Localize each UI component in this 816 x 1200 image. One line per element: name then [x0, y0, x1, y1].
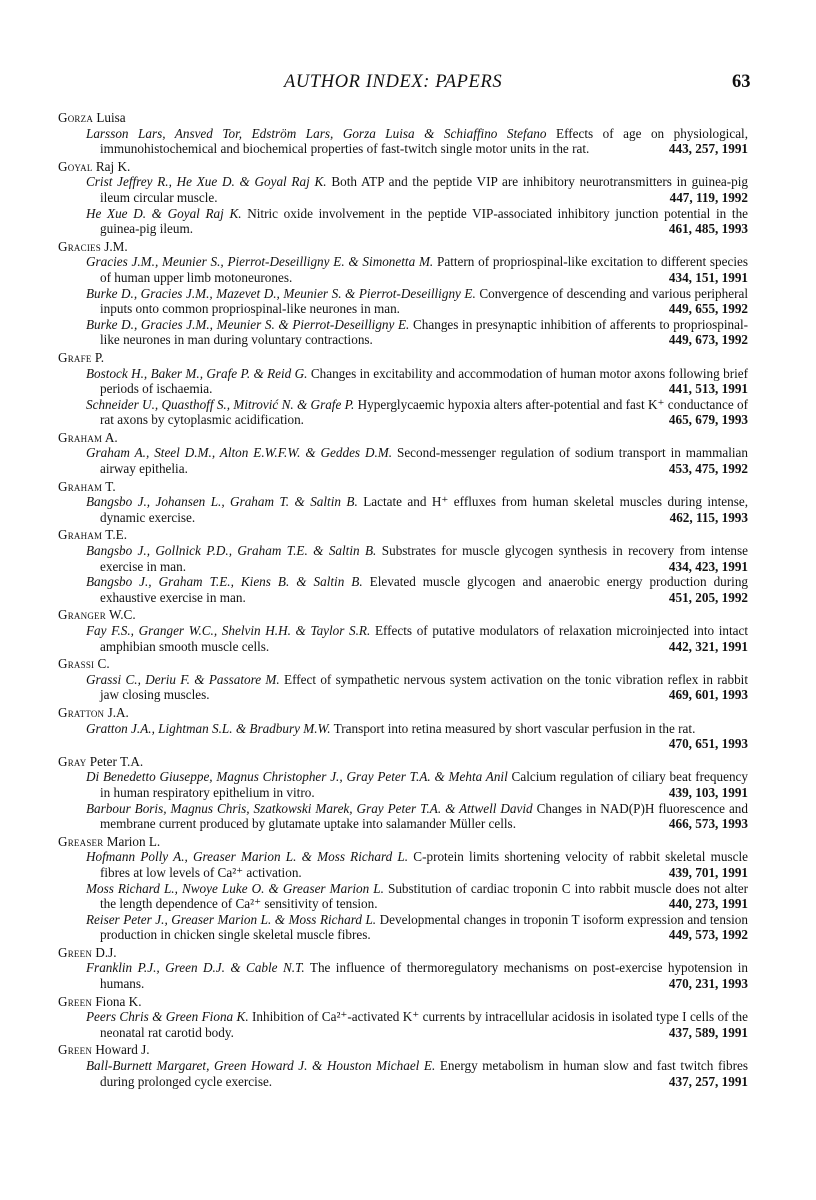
- author-heading: [58, 994, 748, 1010]
- author-given-name: Raj K.: [95, 158, 131, 174]
- author-given-name: W.C.: [109, 607, 136, 623]
- index-entry: [86, 286, 748, 317]
- author-given-name: Howard J.: [95, 1042, 150, 1058]
- author-given-name: A.: [104, 429, 118, 445]
- entry-citation: 439, 103, 1991: [668, 784, 748, 800]
- entry-title: C-protein limits shortening velocity of rabbit skeletal muscle fibres at low levels of Ca²⁺ activation.: [100, 849, 748, 880]
- entry-citation: 437, 589, 1991: [668, 1024, 748, 1040]
- author-heading: [58, 110, 748, 126]
- entry-title: Nitric oxide involvement in the peptide VIP-associated inhibitory junction potential in the guinea-pig ileum.: [100, 205, 749, 237]
- author-heading: [58, 479, 748, 495]
- author-heading: [58, 527, 748, 543]
- entry-citation: 469, 601, 1993: [668, 687, 748, 703]
- entry-title: Hyperglycaemic hypoxia alters after-potential and fast K⁺ conductance of rat axons by cytoplasmic acidification.: [100, 396, 748, 428]
- author-heading: [58, 350, 748, 366]
- entry-title: Energy metabolism in human slow and fast twitch fibres during prolonged cycle exercise.: [100, 1058, 748, 1089]
- author-surname: Graham: [58, 429, 103, 445]
- entry-title: Effects of putative modulators of relaxation microinjected into intact amphibian smooth muscle cells.: [100, 623, 749, 654]
- entry-authors: Ball-Burnett Margaret, Green Howard J. & Houston Michael E.: [86, 1058, 436, 1074]
- index-entry: [86, 801, 748, 832]
- entry-authors: Bangsbo J., Gollnick P.D., Graham T.E. & Saltin B.: [86, 543, 377, 559]
- index-entry: [86, 881, 748, 912]
- author-heading: [58, 945, 748, 961]
- author-given-name: Peter T.A.: [89, 753, 144, 769]
- entry-title: Substrates for muscle glycogen synthesis in recovery from intense exercise in man.: [100, 543, 748, 574]
- entry-citation: 449, 573, 1992: [668, 927, 748, 943]
- author-surname: Green: [58, 993, 93, 1009]
- author-surname: Green: [58, 944, 93, 960]
- index-entry: [86, 366, 748, 397]
- entry-citation: 466, 573, 1993: [668, 816, 748, 832]
- index-entry: [86, 623, 748, 654]
- index-entry: [86, 317, 748, 348]
- entry-citation: 442, 321, 1991: [668, 638, 748, 654]
- index-entry: [86, 912, 748, 943]
- entry-authors: Burke D., Gracies J.M., Mazevet D., Meunier S. & Pierrot-Deseilligny E.: [86, 285, 476, 301]
- author-heading: [58, 239, 748, 255]
- entry-citation: 434, 423, 1991: [668, 558, 748, 574]
- entry-citation: 451, 205, 1992: [668, 589, 748, 605]
- entry-title: Changes in excitability and accommodation of human motor axons following brief periods of ischaemia.: [100, 365, 748, 397]
- entry-title: Effect of sympathetic nervous system activation on the tonic vibration reflex in rabbit jaw closing muscles.: [100, 671, 748, 703]
- author-heading: [58, 430, 748, 446]
- author-heading: [58, 656, 748, 672]
- author-surname: Gracies: [58, 238, 101, 254]
- author-surname: Green: [58, 1042, 93, 1058]
- entry-citation: 461, 485, 1993: [668, 221, 748, 237]
- author-given-name: P.: [94, 349, 104, 365]
- author-heading: [58, 705, 748, 721]
- author-given-name: T.: [105, 478, 116, 494]
- author-index-list: [58, 108, 748, 1089]
- entry-authors: Franklin P.J., Green D.J. & Cable N.T.: [86, 960, 305, 976]
- author-surname: Gorza: [58, 110, 94, 125]
- entry-citation: 449, 673, 1992: [668, 332, 748, 348]
- index-entry: [86, 1058, 748, 1089]
- entry-citation: 437, 257, 1991: [668, 1073, 748, 1089]
- entry-authors: Larsson Lars, Ansved Tor, Edström Lars, Gorza Luisa & Schiaffino Stefano: [86, 125, 547, 141]
- author-surname: Greaser: [58, 833, 104, 849]
- entry-title: Second-messenger regulation of sodium transport in mammalian airway epithelia.: [100, 445, 748, 477]
- index-entry: [86, 1009, 748, 1040]
- entry-title: Substitution of cardiac troponin C into rabbit muscle does not alter the length dependence of Ca²⁺ sensitivity of tension.: [100, 880, 749, 912]
- entry-citation: 434, 151, 1991: [668, 269, 748, 285]
- page-header: [0, 72, 816, 98]
- index-entry: [86, 445, 748, 476]
- entry-authors: He Xue D. & Goyal Raj K.: [86, 205, 242, 221]
- entry-citation: 441, 513, 1991: [668, 381, 748, 397]
- entry-authors: Bostock H., Baker M., Grafe P. & Reid G.: [86, 365, 308, 381]
- entry-title: Elevated muscle glycogen and anaerobic energy production during exhaustive exercise in man.: [100, 574, 749, 605]
- entry-citation: 465, 679, 1993: [668, 412, 748, 428]
- entry-title: Pattern of propriospinal-like excitation to different species of human upper limb motoneurones.: [100, 254, 748, 285]
- author-surname: Granger: [58, 607, 106, 623]
- running-title: AUTHOR INDEX: PAPERS: [284, 72, 503, 92]
- author-surname: Goyal: [58, 158, 93, 174]
- index-entry: [86, 126, 748, 157]
- entry-authors: Bangsbo J., Graham T.E., Kiens B. & Saltin B.: [86, 574, 363, 590]
- entry-authors: Peers Chris & Green Fiona K.: [86, 1009, 249, 1025]
- index-entry: [86, 769, 748, 800]
- entry-title: Both ATP and the peptide VIP are inhibitory neurotransmitters in guinea-pig ileum circular muscle.: [100, 174, 749, 205]
- entry-authors: Burke D., Gracies J.M., Meunier S. & Pierrot-Deseilligny E.: [86, 316, 410, 332]
- entry-authors: Gratton J.A., Lightman S.L. & Bradbury M.W.: [86, 720, 331, 736]
- entry-citation: 440, 273, 1991: [668, 896, 748, 912]
- entry-citation: 470, 231, 1993: [668, 976, 748, 992]
- entry-citation: 470, 651, 1993: [668, 736, 748, 752]
- entry-title: Effects of age on physiological, immunohistochemical and biochemical properties of fast-twitch single motor units in the rat.: [100, 125, 749, 157]
- index-entry: [86, 543, 748, 574]
- entry-authors: Reiser Peter J., Greaser Marion L. & Moss Richard L.: [86, 911, 377, 927]
- author-heading: [58, 607, 748, 623]
- entry-title: Changes in presynaptic inhibition of afferents to propriospinal-like neurones in man during voluntary contractions.: [100, 316, 748, 348]
- entry-gap: [363, 574, 370, 589]
- entry-authors: Bangsbo J., Johansen L., Graham T. & Saltin B.: [86, 494, 358, 510]
- entry-authors: Barbour Boris, Magnus Chris, Szatkowski Marek, Gray Peter T.A. & Attwell David: [86, 800, 533, 816]
- entry-authors: Fay F.S., Granger W.C., Shelvin H.H. & Taylor S.R.: [86, 623, 371, 638]
- entry-citation: 447, 119, 1992: [669, 189, 748, 205]
- entry-title: Lactate and H⁺ effluxes from human skeletal muscles during intense, dynamic exercise.: [100, 494, 748, 525]
- entry-authors: Schneider U., Quasthoff S., Mitrović N. & Grafe P.: [86, 396, 355, 412]
- page-number: 63: [732, 72, 751, 92]
- index-entry: [86, 672, 748, 703]
- author-given-name: C.: [97, 656, 110, 672]
- entry-authors: Di Benedetto Giuseppe, Magnus Christopher J., Gray Peter T.A. & Mehta Anil: [86, 769, 508, 785]
- entry-title: Transport into retina measured by short vascular perfusion in the rat.: [333, 720, 696, 736]
- entry-citation: 462, 115, 1993: [669, 509, 748, 525]
- entry-authors: Gracies J.M., Meunier S., Pierrot-Deseilligny E. & Simonetta M.: [86, 254, 434, 270]
- index-entry: [86, 397, 748, 428]
- index-entry: [86, 174, 748, 205]
- entry-authors: Crist Jeffrey R., He Xue D. & Goyal Raj K.: [86, 174, 327, 190]
- author-given-name: T.E.: [105, 527, 128, 543]
- author-given-name: Luisa: [96, 110, 126, 125]
- author-surname: Graham: [58, 527, 103, 543]
- entry-title: Calcium regulation of ciliary beat frequency in human respiratory epithelium in vitro.: [100, 769, 748, 800]
- entry-title: Inhibition of Ca²⁺-activated K⁺ currents by intracellular acidosis in isolated type I cells of the neonatal rat carotid body.: [100, 1009, 748, 1040]
- author-heading: [58, 754, 748, 770]
- author-surname: Gray: [58, 753, 87, 769]
- index-entry: [86, 574, 748, 605]
- index-entry: [86, 721, 748, 752]
- author-given-name: D.J.: [95, 944, 117, 960]
- author-given-name: Fiona K.: [95, 993, 142, 1009]
- author-heading: [58, 159, 748, 175]
- entry-authors: Moss Richard L., Nwoye Luke O. & Greaser Marion L.: [86, 880, 384, 896]
- entry-authors: Grassi C., Deriu F. & Passatore M.: [86, 671, 280, 687]
- author-surname: Gratton: [58, 704, 105, 720]
- author-given-name: J.A.: [107, 704, 129, 720]
- entry-citation: 453, 475, 1992: [668, 461, 748, 477]
- entry-authors: Graham A., Steel D.M., Alton E.W.F.W. & Geddes D.M.: [86, 445, 393, 461]
- author-given-name: Marion L.: [106, 833, 161, 849]
- author-given-name: J.M.: [104, 238, 128, 254]
- index-entry: [86, 206, 748, 237]
- index-entry: [86, 849, 748, 880]
- index-entry: [86, 960, 748, 991]
- author-surname: Graham: [58, 478, 103, 494]
- entry-title: Changes in NAD(P)H fluorescence and membrane current produced by glutamate uptake into salamander Müller cells.: [100, 800, 748, 832]
- entry-citation: 443, 257, 1991: [668, 141, 748, 157]
- author-heading: [58, 834, 748, 850]
- author-surname: Grassi: [58, 656, 95, 672]
- index-entry: [86, 254, 748, 285]
- entry-title: The influence of thermoregulatory mechanisms on post-exercise hypotension in humans.: [100, 960, 749, 992]
- author-heading: [58, 1042, 748, 1058]
- entry-authors: Hofmann Polly A., Greaser Marion L. & Moss Richard L.: [86, 849, 409, 865]
- author-surname: Grafe: [58, 349, 92, 365]
- entry-title: Convergence of descending and various peripheral inputs onto common propriospinal-like neurones in man.: [100, 285, 748, 317]
- entry-gap: [546, 126, 556, 141]
- entry-title: Developmental changes in troponin T isoform expression and tension production in chicken single skeletal muscle fibres.: [100, 911, 748, 943]
- entry-citation: 449, 655, 1992: [668, 301, 748, 317]
- entry-citation: 439, 701, 1991: [668, 864, 748, 880]
- index-entry: [86, 494, 748, 525]
